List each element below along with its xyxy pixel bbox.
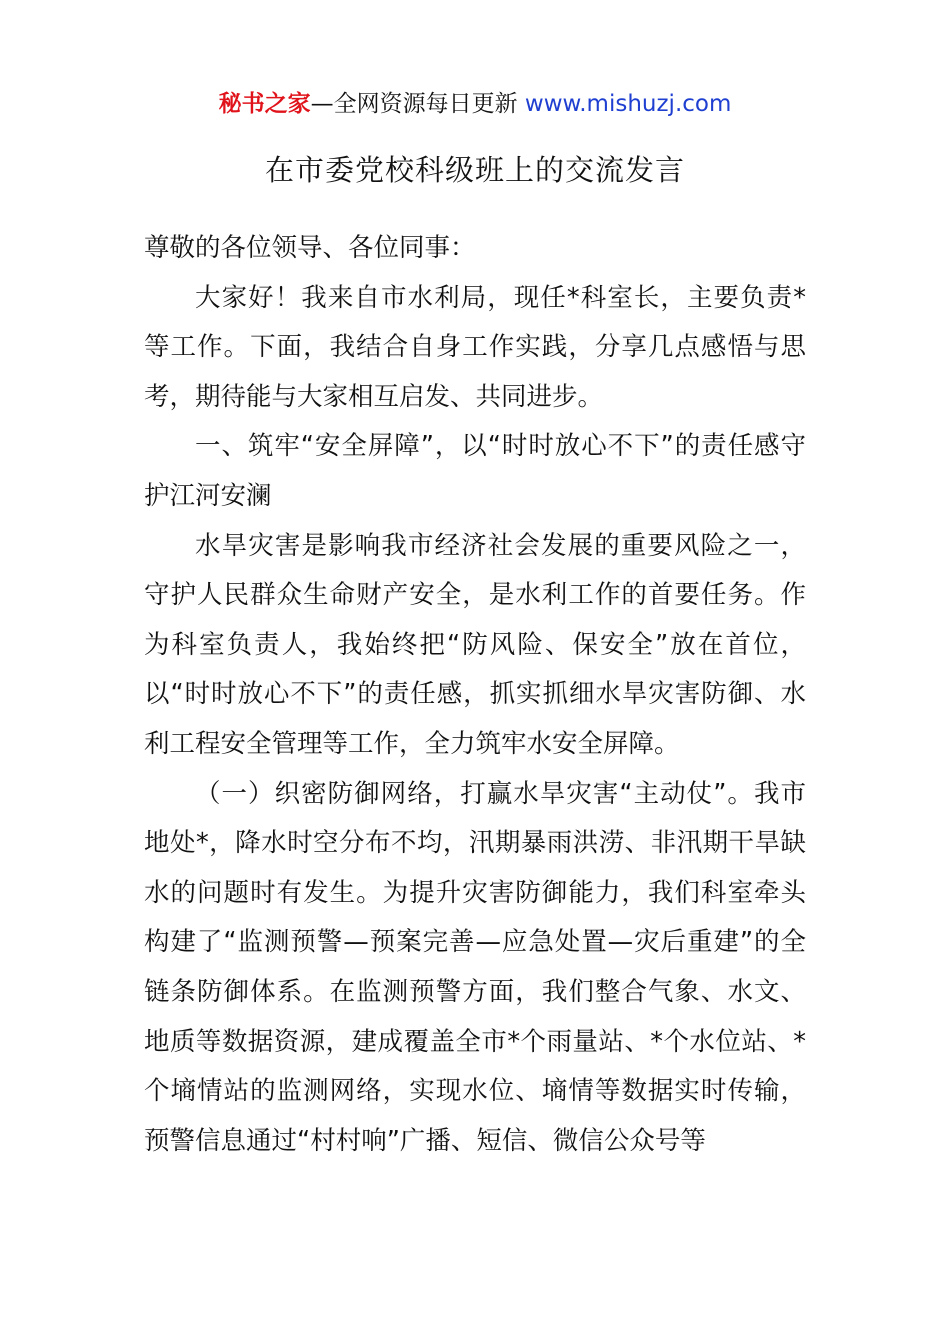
site-tagline: —全网资源每日更新 <box>310 91 525 117</box>
site-url-link[interactable]: www.mishuzj.com <box>524 91 732 117</box>
document-body <box>144 224 806 1166</box>
paragraph-subsection-1: （一）织密防御网络，打赢水旱灾害“主动仗”。我市地处*，降水时空分布不均，汛期暴雨洪涝、非汛期干旱缺水的问题时有发生。为提升灾害防御能力，我们科室牵头构建了“监测预警—预案完善—应急处置—灾后重建”的全链条防御体系。在监测预警方面，我们整合气象、水文、地质等数据资源，建成覆盖全市*个雨量站、*个水位站、*个墒情站的监测网络，实现水位、墒情等数据实时传输，预警信息通过“村村响”广播、短信、微信公众号等 <box>144 778 806 1156</box>
site-header <box>0 88 950 120</box>
section-heading-1: 一、筑牢“安全屏障”，以“时时放心不下”的责任感守护江河安澜 <box>144 431 806 511</box>
paragraph-section-1: 水旱灾害是影响我市经济社会发展的重要风险之一，守护人民群众生命财产安全，是水利工作的首要任务。作为科室负责人，我始终把“防风险、保安全”放在首位，以“时时放心不下”的责任感，抓实抓细水旱灾害防御、水利工程安全管理等工作，全力筑牢水安全屏障。 <box>144 530 806 759</box>
site-brand: 秘书之家 <box>218 91 311 117</box>
document-title: 在市委党校科级班上的交流发言 <box>264 153 685 187</box>
paragraph-intro: 大家好！我来自市水利局，现任*科室长，主要负责*等工作。下面，我结合自身工作实践，分享几点感悟与思考，期待能与大家相互启发、共同进步。 <box>144 282 806 412</box>
salutation: 尊敬的各位领导、各位同事： <box>144 233 476 263</box>
